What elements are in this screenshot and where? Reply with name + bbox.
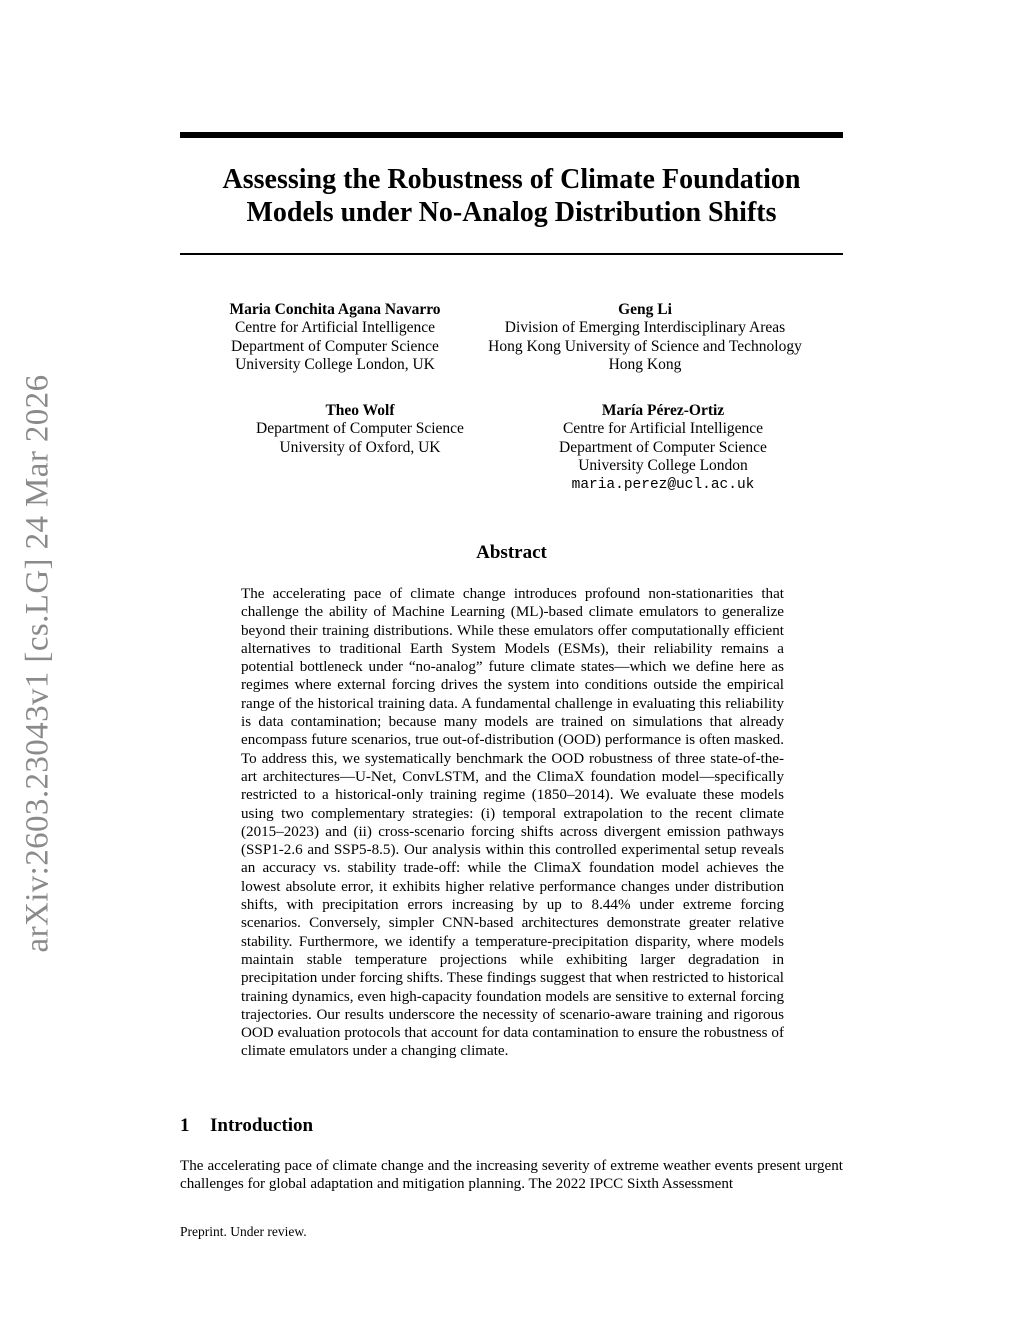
author-email: maria.perez@ucl.ac.uk xyxy=(571,476,755,493)
author-block-2 xyxy=(460,301,830,375)
author-affiliation-line: Centre for Artificial Intelligence xyxy=(562,420,764,438)
section-title: Introduction xyxy=(210,1115,314,1136)
author-affiliation-line: Department of Computer Science xyxy=(256,420,464,438)
author-name: Geng Li xyxy=(618,301,672,318)
section-number: 1 xyxy=(180,1115,190,1136)
author-affiliation-line: Hong Kong xyxy=(608,356,682,374)
author-affiliation-line: Department of Computer Science xyxy=(559,438,767,456)
author-block-1 xyxy=(180,301,490,375)
introduction-text: The accelerating pace of climate change and the increasing severity of extreme weather events present urgent challenges for global adaptation and mitigation planning. The 2022 IPCC Sixth Assessment xyxy=(180,1158,843,1193)
paper-title xyxy=(180,163,843,229)
author-block-4 xyxy=(533,402,793,494)
author-block-3 xyxy=(230,402,490,457)
author-affiliation-line: University College London xyxy=(578,457,748,475)
abstract-text: The accelerating pace of climate change introduces profound non-stationarities that challenge the ability of Machine Learning (ML)-based climate emulators to generalize beyond their training distributions. While these emulators offer computationally efficient alternatives to traditional Earth System Models (ESMs), their reliability remains a potential bottleneck under “no-analog” future climate states—which we define here as regimes where external forcing drives the system into conditions outside the empirical range of the historical training data. A fundamental challenge in evaluating this reliability is data contamination; because many models are trained on simulations that already encompass future scenarios, true out-of-distribution (OOD) performance is often masked. To address this, we systematically benchmark the OOD robustness of three state-of-the-art architectures—U-Net, ConvLSTM, and the ClimaX foundation model—specifically restricted to a historical-only training regime (1850–2014). We evaluate these models using two complementary strategies: (i) temporal extrapolation to the recent climate (2015–2023) and (ii) cross-scenario forcing shifts across divergent emission pathways (SSP1-2.6 and SSP5-8.5). Our analysis within this controlled experimental setup reveals an accuracy vs. stability trade-off: while the ClimaX foundation model achieves the lowest absolute error, it exhibits higher relative performance changes under distribution shifts, with precipitation errors increasing by up to 8.44% under extreme forcing scenarios. Conversely, simpler CNN-based architectures demonstrate greater relative stability. Furthermore, we identify a temperature-precipitation disparity, where models maintain stable temperature projections while exhibiting larger degradation in precipitation under forcing shifts. These findings suggest that when restricted to historical training dynamics, even high-capacity foundation models are sensitive to external forcing trajectories. Our results underscore the necessity of scenario-aware training and rigorous OOD evaluation protocols that account for data contamination to ensure the robustness of climate emulators under a changing climate. xyxy=(241,586,784,1060)
author-affiliation-line: Department of Computer Science xyxy=(231,337,439,355)
paper-title-line-2: Models under No-Analog Distribution Shifts xyxy=(246,197,777,228)
author-affiliation-line: Division of Emerging Interdisciplinary Areas xyxy=(504,319,786,337)
author-affiliation-line: Hong Kong University of Science and Technology xyxy=(488,337,802,355)
author-affiliation-line: Centre for Artificial Intelligence xyxy=(234,319,436,337)
preprint-footer: Preprint. Under review. xyxy=(180,1224,307,1239)
author-name: Theo Wolf xyxy=(325,402,395,419)
section-heading-introduction xyxy=(180,1114,313,1138)
author-affiliation-line: University of Oxford, UK xyxy=(279,438,441,456)
paper-title-line-1: Assessing the Robustness of Climate Foundation xyxy=(222,164,801,195)
author-name: Maria Conchita Agana Navarro xyxy=(229,301,441,318)
abstract-heading: Abstract xyxy=(476,542,547,563)
author-affiliation-line: University College London, UK xyxy=(235,356,435,374)
arxiv-identifier-text: arXiv:2603.23043v1 [cs.LG] 24 Mar 2026 xyxy=(19,374,56,952)
title-top-rule xyxy=(180,132,843,138)
author-name: María Pérez-Ortiz xyxy=(601,402,725,419)
title-bottom-rule xyxy=(180,253,843,255)
arxiv-identifier-stamp xyxy=(16,368,60,958)
